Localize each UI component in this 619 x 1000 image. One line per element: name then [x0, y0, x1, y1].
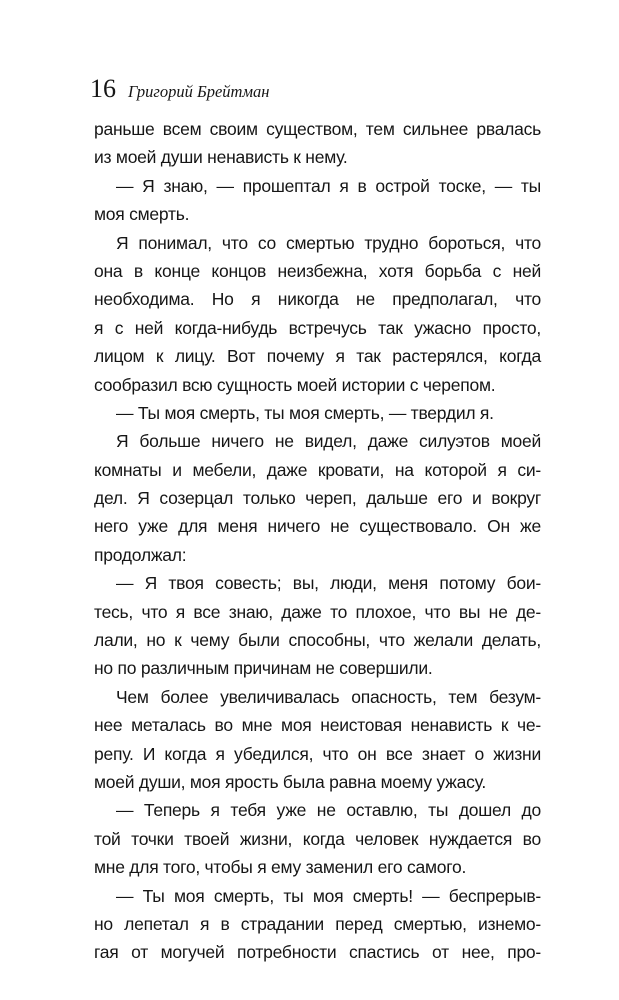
running-head-author: Григорий Брейтман: [128, 82, 270, 101]
text-line: — Теперь я тебя уже не оставлю, ты дошел до: [116, 800, 541, 821]
page-header: [90, 72, 269, 106]
page-number: 16: [90, 74, 116, 103]
text-line: него уже для меня ничего не существовало. Он же: [94, 516, 541, 537]
text-line: но лепетал я в страдании перед смертью, изнемо-: [94, 913, 541, 934]
text-line: Чем более увеличивалась опасность, тем безум-: [116, 686, 541, 707]
text-line: Я понимал, что со смертью трудно бороться, что: [116, 232, 541, 253]
text-line: мне для того, чтобы я ему заменил его самого.: [94, 857, 467, 878]
text-line: — Я знаю, — прошептал я в острой тоске, — ты: [116, 175, 541, 196]
text-line: — Я твоя совесть; вы, люди, меня потому бои-: [116, 573, 541, 594]
body-text: [94, 115, 541, 967]
text-line: той точки твоей жизни, когда человек нуждается во: [94, 828, 541, 849]
text-line: из моей души ненависть к нему.: [94, 147, 348, 168]
text-line: моей души, моя ярость была равна моему ужасу.: [94, 771, 486, 792]
text-line: продолжал:: [94, 544, 187, 565]
text-line: но по различным причинам не совершили.: [94, 658, 433, 679]
text-line: — Ты моя смерть, ты моя смерть! — беспрерыв-: [116, 885, 541, 906]
text-line: лицом к лицу. Вот почему я так растерялся, когда: [94, 346, 541, 367]
text-line: раньше всем своим существом, тем сильнее рвалась: [94, 119, 541, 139]
text-line: Я больше ничего не видел, даже силуэтов моей: [116, 431, 541, 452]
text-line: нее металась во мне моя неистовая ненависть к че-: [94, 715, 541, 736]
text-line: сообразил всю сущность моей истории с черепом.: [94, 374, 496, 395]
text-line: гая от могучей потребности спастись от нее, про-: [94, 942, 541, 963]
text-line: — Ты моя смерть, ты моя смерть, — твердил я.: [116, 402, 494, 423]
text-line: я с ней когда-нибудь встречусь так ужасно просто,: [94, 317, 541, 338]
text-line: тесь, что я все знаю, даже то плохое, что вы не де-: [94, 601, 541, 622]
text-line: моя смерть.: [94, 204, 190, 225]
text-line: необходима. Но я никогда не предполагал, что: [94, 289, 541, 310]
text-line: репу. И когда я убедился, что он все знает о жизни: [94, 743, 541, 764]
text-line: дел. Я созерцал только череп, дальше его и вокруг: [94, 488, 541, 509]
text-line: она в конце концов неизбежна, хотя борьба с ней: [94, 260, 541, 281]
text-line: комнаты и мебели, даже кровати, на которой я си-: [94, 459, 541, 480]
text-line: лали, но к чему были способны, что желали делать,: [94, 630, 541, 651]
